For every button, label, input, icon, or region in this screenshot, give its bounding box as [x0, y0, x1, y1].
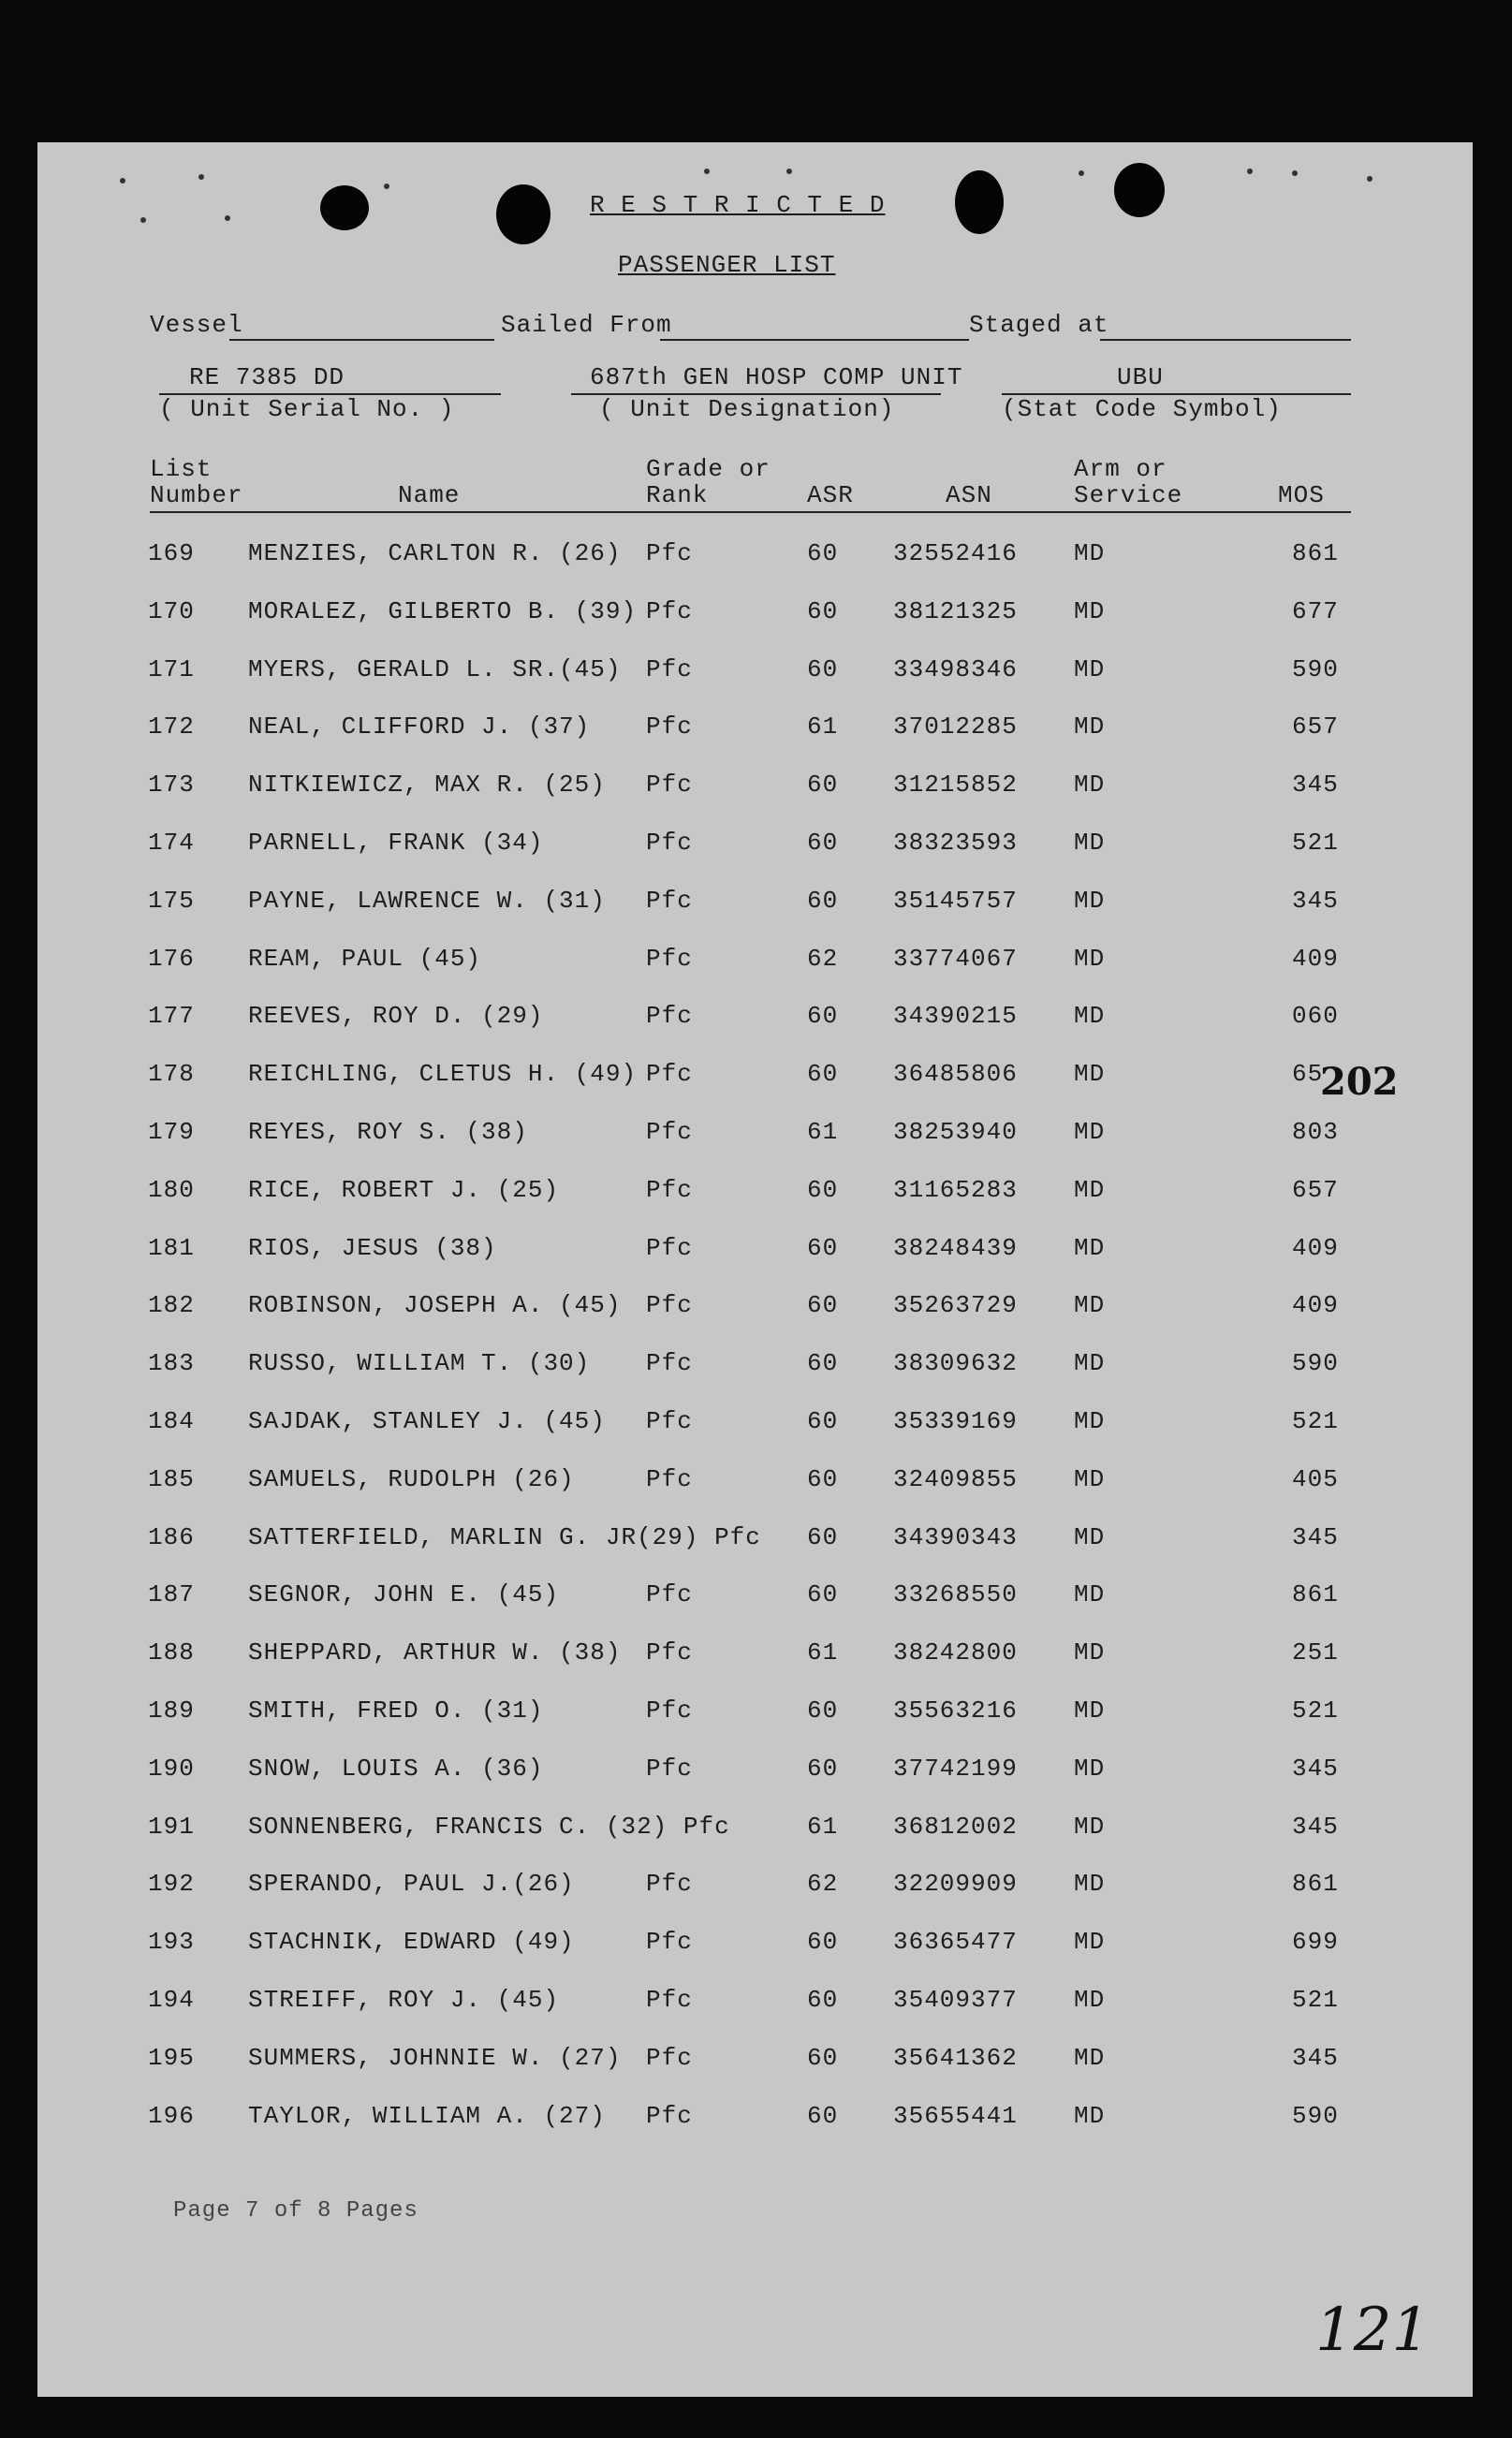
list-number: 194 [148, 1986, 195, 2014]
list-number: 177 [148, 1002, 195, 1031]
page-stamp: 202 [1320, 1060, 1399, 1104]
asn-number: 38309632 [893, 1349, 1018, 1378]
asr-score: 60 [807, 1233, 839, 1262]
asn-number: 36812002 [893, 1812, 1018, 1841]
arm-service: MD [1074, 539, 1106, 567]
asr-score: 60 [807, 829, 839, 857]
mos-code: 590 [1292, 654, 1339, 683]
mos-code: 521 [1292, 1986, 1339, 2014]
passenger-name: NEAL, CLIFFORD J. (37) [248, 712, 591, 742]
grade-rank: Pfc [646, 829, 693, 857]
mos-code: 409 [1292, 1233, 1339, 1262]
asn-number: 38242800 [893, 1638, 1018, 1667]
grade-rank: Pfc [646, 1928, 693, 1957]
arm-service: MD [1074, 1928, 1106, 1957]
passenger-name: RICE, ROBERT J. (25) [248, 1175, 560, 1204]
table-row [37, 1176, 1473, 1213]
document-page [37, 142, 1473, 2397]
arm-service: MD [1074, 1812, 1106, 1841]
asn-number: 37012285 [893, 712, 1018, 742]
passenger-name: RUSSO, WILLIAM T. (30) [248, 1349, 591, 1378]
grade-rank: Pfc [646, 1986, 693, 2014]
grade-rank: Pfc [646, 1464, 693, 1493]
asr-score: 60 [807, 1580, 839, 1609]
arm-service: MD [1074, 1233, 1106, 1262]
grade-rank: Pfc [646, 2101, 693, 2130]
asn-number: 34390215 [893, 1002, 1018, 1031]
mos-code: 677 [1292, 596, 1339, 625]
passenger-name: MORALEZ, GILBERTO B. (39) [248, 596, 638, 625]
arm-service: MD [1074, 944, 1106, 973]
passenger-name: REEVES, ROY D. (29) [248, 1002, 544, 1031]
asn-number: 36365477 [893, 1928, 1018, 1957]
asn-number: 35641362 [893, 2043, 1018, 2072]
asr-score: 60 [807, 654, 839, 683]
handwritten-page-number: 121 [1315, 2296, 1431, 2365]
list-number: 181 [148, 1233, 195, 1262]
passenger-name: PAYNE, LAWRENCE W. (31) [248, 886, 606, 915]
punch-hole [496, 184, 550, 244]
passenger-name: SPERANDO, PAUL J.(26) [248, 1870, 575, 1899]
asr-score: 61 [807, 1118, 839, 1146]
list-number: 176 [148, 944, 195, 973]
sailed-from-line [660, 339, 969, 341]
arm-service: MD [1074, 1696, 1106, 1725]
grade-rank: Pfc [646, 712, 693, 742]
mos-code: 345 [1292, 1754, 1339, 1783]
mos-code: 803 [1292, 1118, 1339, 1146]
asr-score: 60 [807, 2043, 839, 2072]
asn-number: 34390343 [893, 1522, 1018, 1551]
asn-number: 32209909 [893, 1870, 1018, 1899]
list-number: 169 [148, 539, 195, 567]
arm-service: MD [1074, 1118, 1106, 1146]
asn-number: 35339169 [893, 1407, 1018, 1435]
speck [1367, 176, 1373, 182]
mos-code: 409 [1292, 1291, 1339, 1320]
mos-code: 861 [1292, 539, 1339, 567]
sailed-from-label: Sailed From [501, 311, 672, 339]
unit-serial-value: RE 7385 DD [189, 363, 345, 391]
list-number: 192 [148, 1870, 195, 1899]
passenger-name: SHEPPARD, ARTHUR W. (38) [248, 1638, 622, 1667]
arm-service: MD [1074, 1580, 1106, 1609]
asn-number: 31215852 [893, 771, 1018, 800]
asn-number: 35263729 [893, 1291, 1018, 1320]
list-number: 183 [148, 1349, 195, 1378]
grade-rank: Pfc [646, 1870, 693, 1899]
asn-number: 33268550 [893, 1580, 1018, 1609]
asn-number: 33498346 [893, 654, 1018, 683]
table-row [37, 1928, 1473, 1965]
mos-code: 405 [1292, 1464, 1339, 1493]
table-row [37, 1755, 1473, 1792]
asr-score: 60 [807, 771, 839, 800]
asn-number: 35145757 [893, 886, 1018, 915]
punch-hole [320, 185, 369, 230]
asn-number: 38253940 [893, 1118, 1018, 1146]
mos-code: 521 [1292, 1696, 1339, 1725]
grade-rank: Pfc [646, 1580, 693, 1609]
passenger-name: TAYLOR, WILLIAM A. (27) [248, 2101, 606, 2130]
asr-score: 60 [807, 1002, 839, 1031]
passenger-name: MYERS, GERALD L. SR.(45) [248, 654, 622, 683]
table-row [37, 1118, 1473, 1155]
punch-hole [1114, 163, 1165, 217]
arm-service: MD [1074, 1986, 1106, 2014]
table-row [37, 771, 1473, 808]
asn-number: 32552416 [893, 539, 1018, 567]
list-number: 196 [148, 2101, 195, 2130]
passenger-name: REAM, PAUL (45) [248, 944, 482, 973]
passenger-name: STACHNIK, EDWARD (49) [248, 1928, 575, 1957]
table-row [37, 1407, 1473, 1445]
list-number: 188 [148, 1638, 195, 1667]
passenger-name: SUMMERS, JOHNNIE W. (27) [248, 2043, 622, 2072]
table-row [37, 655, 1473, 693]
list-number: 190 [148, 1754, 195, 1783]
mos-code: 657 [1292, 712, 1339, 742]
table-row [37, 1986, 1473, 2023]
asr-score: 60 [807, 1175, 839, 1204]
list-number: 175 [148, 886, 195, 915]
speck [225, 215, 230, 221]
speck [1079, 170, 1084, 176]
list-number: 178 [148, 1060, 195, 1089]
classification-label: R E S T R I C T E D [590, 191, 886, 219]
list-number: 184 [148, 1407, 195, 1435]
col-arm-1: Arm or [1074, 455, 1167, 483]
asn-number: 38248439 [893, 1233, 1018, 1262]
asr-score: 62 [807, 944, 839, 973]
col-list-number-1: List [150, 455, 213, 483]
asn-number: 37742199 [893, 1754, 1018, 1783]
asr-score: 60 [807, 1928, 839, 1957]
asr-score: 60 [807, 1349, 839, 1378]
mos-code: 345 [1292, 1812, 1339, 1841]
passenger-name: NITKIEWICZ, MAX R. (25) [248, 771, 606, 800]
col-grade-1: Grade or [646, 455, 771, 483]
header-rule [150, 511, 1351, 513]
mos-code: 251 [1292, 1638, 1339, 1667]
asn-number: 36485806 [893, 1060, 1018, 1089]
grade-rank: Pfc [646, 1175, 693, 1204]
asr-score: 60 [807, 886, 839, 915]
mos-code: 345 [1292, 886, 1339, 915]
asn-number: 32409855 [893, 1464, 1018, 1493]
speck [704, 169, 710, 174]
table-row [37, 1813, 1473, 1850]
grade-rank: Pfc [646, 771, 693, 800]
col-list-number-2: Number [150, 481, 243, 509]
grade-rank: Pfc [646, 1060, 693, 1089]
arm-service: MD [1074, 1002, 1106, 1031]
asn-number: 38323593 [893, 829, 1018, 857]
table-row [37, 712, 1473, 750]
mos-code: 345 [1292, 771, 1339, 800]
asr-score: 60 [807, 539, 839, 567]
vessel-label: Vessel [150, 311, 243, 339]
passenger-name: STREIFF, ROY J. (45) [248, 1986, 560, 2014]
passenger-name: SEGNOR, JOHN E. (45) [248, 1580, 560, 1609]
asr-score: 60 [807, 1696, 839, 1725]
mos-code: 861 [1292, 1580, 1339, 1609]
speck [1292, 170, 1298, 176]
grade-rank: Pfc [646, 944, 693, 973]
arm-service: MD [1074, 654, 1106, 683]
vessel-line [229, 339, 494, 341]
mos-code: 657 [1292, 1175, 1339, 1204]
mos-code: 699 [1292, 1928, 1339, 1957]
arm-service: MD [1074, 771, 1106, 800]
staged-at-label: Staged at [969, 311, 1109, 339]
table-row [37, 1696, 1473, 1734]
list-number: 179 [148, 1118, 195, 1146]
passenger-name: SNOW, LOUIS A. (36) [248, 1754, 544, 1783]
arm-service: MD [1074, 1522, 1106, 1551]
grade-rank: Pfc [646, 1291, 693, 1320]
asr-score: 60 [807, 1754, 839, 1783]
asr-score: 60 [807, 1407, 839, 1435]
punch-hole [955, 170, 1004, 234]
asr-score: 60 [807, 1986, 839, 2014]
arm-service: MD [1074, 829, 1106, 857]
grade-rank: Pfc [646, 1696, 693, 1725]
mos-code: 590 [1292, 2101, 1339, 2130]
asr-score: 60 [807, 1060, 839, 1089]
passenger-name: REYES, ROY S. (38) [248, 1118, 528, 1146]
mos-code: 521 [1292, 829, 1339, 857]
table-row [37, 1291, 1473, 1329]
speck [786, 169, 792, 174]
mos-code: 590 [1292, 1349, 1339, 1378]
arm-service: MD [1074, 886, 1106, 915]
grade-rank: Pfc [646, 1118, 693, 1146]
arm-service: MD [1074, 2101, 1106, 2130]
table-row [37, 539, 1473, 577]
arm-service: MD [1074, 1638, 1106, 1667]
unit-designation-label: ( Unit Designation) [599, 395, 895, 423]
passenger-name: SONNENBERG, FRANCIS C. (32) Pfc [248, 1812, 730, 1841]
speck [384, 184, 389, 189]
list-number: 187 [148, 1580, 195, 1609]
arm-service: MD [1074, 1175, 1106, 1204]
asr-score: 60 [807, 596, 839, 625]
table-row [37, 2044, 1473, 2081]
list-number: 170 [148, 596, 195, 625]
table-row [37, 945, 1473, 982]
arm-service: MD [1074, 712, 1106, 742]
table-row [37, 1060, 1473, 1097]
asn-number: 33774067 [893, 944, 1018, 973]
asr-score: 61 [807, 712, 839, 742]
passenger-name: ROBINSON, JOSEPH A. (45) [248, 1291, 622, 1320]
asr-score: 61 [807, 1638, 839, 1667]
grade-rank: Pfc [646, 1349, 693, 1378]
grade-rank: Pfc [646, 539, 693, 567]
staged-at-line [1100, 339, 1351, 341]
list-number: 171 [148, 654, 195, 683]
table-row [37, 1870, 1473, 1907]
arm-service: MD [1074, 1060, 1106, 1089]
unit-designation-value: 687th GEN HOSP COMP UNIT [590, 363, 963, 391]
stat-code-value: UBU [1117, 363, 1164, 391]
arm-service: MD [1074, 1407, 1106, 1435]
speck [120, 178, 125, 184]
mos-code: 345 [1292, 1522, 1339, 1551]
col-asr: ASR [807, 481, 854, 509]
table-row [37, 829, 1473, 866]
asr-score: 61 [807, 1812, 839, 1841]
table-row [37, 887, 1473, 924]
passenger-name: MENZIES, CARLTON R. (26) [248, 539, 622, 567]
asr-score: 60 [807, 1464, 839, 1493]
arm-service: MD [1074, 1349, 1106, 1378]
speck [1247, 169, 1253, 174]
grade-rank: Pfc [646, 654, 693, 683]
asr-score: 60 [807, 1291, 839, 1320]
passenger-name: SAMUELS, RUDOLPH (26) [248, 1464, 575, 1493]
arm-service: MD [1074, 2043, 1106, 2072]
table-row [37, 1638, 1473, 1676]
arm-service: MD [1074, 1754, 1106, 1783]
mos-code: 65 [1292, 1060, 1324, 1089]
passenger-name: REICHLING, CLETUS H. (49) [248, 1060, 638, 1089]
passenger-name: RIOS, JESUS (38) [248, 1233, 497, 1262]
list-number: 172 [148, 712, 195, 742]
asr-score: 60 [807, 2101, 839, 2130]
unit-serial-label: ( Unit Serial No. ) [159, 395, 455, 423]
list-number: 189 [148, 1696, 195, 1725]
list-number: 174 [148, 829, 195, 857]
table-row [37, 1234, 1473, 1271]
asn-number: 35409377 [893, 1986, 1018, 2014]
speck [140, 217, 146, 223]
col-mos: MOS [1278, 481, 1325, 509]
table-row [37, 2102, 1473, 2139]
asn-number: 31165283 [893, 1175, 1018, 1204]
mos-code: 345 [1292, 2043, 1339, 2072]
passenger-name: SAJDAK, STANLEY J. (45) [248, 1407, 606, 1435]
table-row [37, 1580, 1473, 1618]
passenger-name: PARNELL, FRANK (34) [248, 829, 544, 857]
passenger-name: SMITH, FRED O. (31) [248, 1696, 544, 1725]
list-number: 182 [148, 1291, 195, 1320]
list-number: 193 [148, 1928, 195, 1957]
col-arm-2: Service [1074, 481, 1183, 509]
table-row [37, 1002, 1473, 1039]
grade-rank: Pfc [646, 1638, 693, 1667]
arm-service: MD [1074, 1464, 1106, 1493]
col-grade-2: Rank [646, 481, 709, 509]
grade-rank: Pfc [646, 886, 693, 915]
asr-score: 62 [807, 1870, 839, 1899]
table-row [37, 1523, 1473, 1561]
table-row [37, 1465, 1473, 1503]
mos-code: 521 [1292, 1407, 1339, 1435]
col-name: Name [398, 481, 461, 509]
list-number: 180 [148, 1175, 195, 1204]
mos-code: 409 [1292, 944, 1339, 973]
passenger-name: SATTERFIELD, MARLIN G. JR(29) Pfc [248, 1522, 761, 1551]
arm-service: MD [1074, 1870, 1106, 1899]
grade-rank: Pfc [646, 596, 693, 625]
list-number: 195 [148, 2043, 195, 2072]
grade-rank: Pfc [646, 1002, 693, 1031]
mos-code: 060 [1292, 1002, 1339, 1031]
list-number: 185 [148, 1464, 195, 1493]
list-number: 186 [148, 1522, 195, 1551]
arm-service: MD [1074, 596, 1106, 625]
asn-number: 35563216 [893, 1696, 1018, 1725]
arm-service: MD [1074, 1291, 1106, 1320]
list-number: 191 [148, 1812, 195, 1841]
page-info: Page 7 of 8 Pages [173, 2198, 418, 2224]
grade-rank: Pfc [646, 1407, 693, 1435]
grade-rank: Pfc [646, 2043, 693, 2072]
table-row [37, 597, 1473, 635]
asn-number: 38121325 [893, 596, 1018, 625]
grade-rank: Pfc [646, 1233, 693, 1262]
speck [198, 174, 204, 180]
list-number: 173 [148, 771, 195, 800]
document-title: PASSENGER LIST [618, 251, 836, 279]
stat-code-label: (Stat Code Symbol) [1002, 395, 1282, 423]
grade-rank: Pfc [646, 1754, 693, 1783]
mos-code: 861 [1292, 1870, 1339, 1899]
asr-score: 60 [807, 1522, 839, 1551]
asn-number: 35655441 [893, 2101, 1018, 2130]
table-row [37, 1349, 1473, 1387]
col-asn: ASN [946, 481, 992, 509]
